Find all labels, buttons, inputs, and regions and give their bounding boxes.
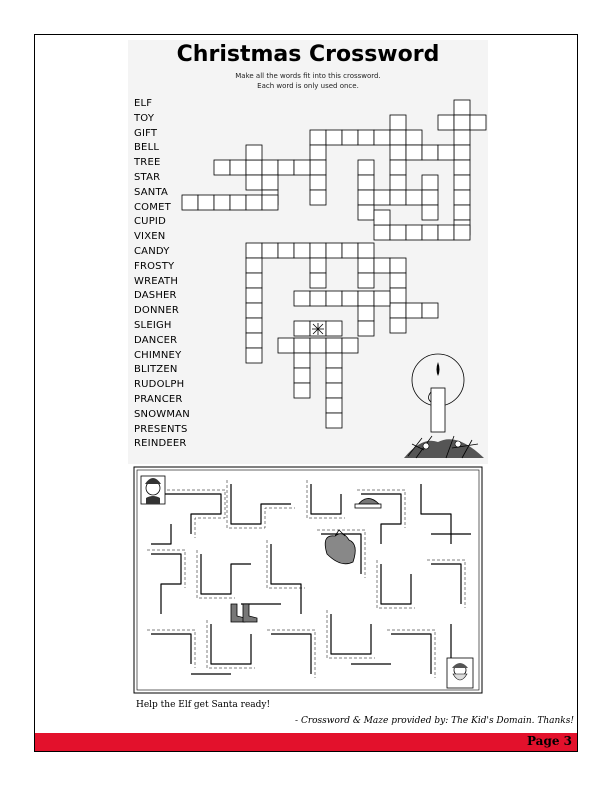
crossword-cell[interactable] [390, 318, 406, 333]
crossword-cell[interactable] [294, 383, 310, 398]
crossword-cell[interactable] [438, 115, 454, 130]
crossword-cell[interactable] [182, 195, 198, 210]
crossword-cell[interactable] [342, 291, 358, 306]
crossword-cell[interactable] [326, 383, 342, 398]
crossword-cell[interactable] [246, 348, 262, 363]
crossword-cell[interactable] [326, 338, 342, 353]
crossword-cell[interactable] [326, 398, 342, 413]
word-item: DONNER [134, 305, 179, 317]
crossword-cell[interactable] [422, 145, 438, 160]
crossword-cell[interactable] [294, 353, 310, 368]
word-item: PRESENTS [134, 423, 188, 435]
crossword-cell[interactable] [374, 210, 390, 225]
crossword-cell[interactable] [390, 258, 406, 273]
crossword-cell[interactable] [262, 195, 278, 210]
crossword-cell[interactable] [374, 291, 390, 306]
crossword-cell[interactable] [358, 160, 374, 175]
crossword-cell[interactable] [230, 195, 246, 210]
crossword-cell[interactable] [422, 190, 438, 205]
crossword-cell[interactable] [454, 205, 470, 220]
word-item: VIXEN [134, 231, 166, 243]
word-item: SNOWMAN [134, 408, 190, 420]
crossword-cell[interactable] [358, 243, 374, 258]
crossword-cell[interactable] [246, 145, 262, 160]
elf-icon [141, 476, 165, 504]
maze-caption: Help the Elf get Santa ready! [136, 700, 271, 710]
crossword-cell[interactable] [454, 145, 470, 160]
word-item: BLITZEN [134, 364, 178, 376]
crossword-cell[interactable] [310, 190, 326, 205]
crossword-cell[interactable] [278, 160, 294, 175]
crossword-cell[interactable] [390, 145, 406, 160]
crossword-cell[interactable] [246, 318, 262, 333]
crossword-cell[interactable] [246, 333, 262, 348]
maze [131, 464, 485, 696]
word-item: REINDEER [134, 438, 187, 450]
crossword-cell[interactable] [246, 195, 262, 210]
crossword-cell[interactable] [454, 130, 470, 145]
crossword-cell[interactable] [294, 368, 310, 383]
word-item: CHIMNEY [134, 349, 182, 361]
crossword-cell[interactable] [278, 338, 294, 353]
crossword-cell[interactable] [454, 190, 470, 205]
word-item: BELL [134, 142, 160, 154]
crossword-cell[interactable] [358, 205, 374, 220]
crossword-cell[interactable] [262, 175, 278, 190]
crossword-cell[interactable] [246, 288, 262, 303]
word-item: CUPID [134, 216, 166, 228]
crossword-cell[interactable] [422, 225, 438, 240]
crossword-cell[interactable] [326, 413, 342, 428]
word-item: STAR [134, 171, 161, 183]
santa-icon [447, 658, 473, 688]
crossword-cell[interactable] [374, 130, 390, 145]
crossword-cell[interactable] [326, 353, 342, 368]
crossword-cell[interactable] [294, 160, 310, 175]
crossword-cell[interactable] [310, 130, 326, 145]
candle-icon [402, 340, 488, 462]
word-item: TREE [134, 157, 161, 169]
crossword-cell[interactable] [358, 190, 374, 205]
word-item: PRANCER [134, 393, 183, 405]
crossword-cell[interactable] [454, 225, 470, 240]
crossword-cell[interactable] [358, 321, 374, 336]
crossword-cell[interactable] [262, 160, 278, 175]
crossword-cell[interactable] [390, 160, 406, 175]
crossword-cell[interactable] [294, 321, 310, 336]
crossword-cell[interactable] [310, 291, 326, 306]
crossword-cell[interactable] [390, 190, 406, 205]
crossword-cell[interactable] [294, 338, 310, 353]
crossword-cell[interactable] [358, 273, 374, 288]
crossword-cell[interactable] [310, 258, 326, 273]
credit-line: - Crossword & Maze provided by: The Kid's Domain. Thanks! [295, 716, 574, 726]
crossword-cell[interactable] [406, 303, 422, 318]
crossword-cell[interactable] [454, 160, 470, 175]
crossword-cell[interactable] [358, 175, 374, 190]
crossword-cell[interactable] [246, 273, 262, 288]
crossword-cell[interactable] [214, 160, 230, 175]
word-item: TOY [134, 112, 155, 124]
crossword-cell[interactable] [326, 291, 342, 306]
crossword-cell[interactable] [262, 243, 278, 258]
crossword-cell[interactable] [390, 115, 406, 130]
word-item: COMET [134, 201, 171, 213]
crossword-cell[interactable] [406, 190, 422, 205]
crossword-cell[interactable] [214, 195, 230, 210]
crossword-cell[interactable] [374, 225, 390, 240]
crossword-cell[interactable] [390, 130, 406, 145]
crossword-cell[interactable] [358, 130, 374, 145]
crossword-cell[interactable] [246, 243, 262, 258]
word-item: SANTA [134, 186, 169, 198]
subtitle-line-2: Each word is only used once. [257, 82, 359, 90]
word-item: SLEIGH [134, 319, 172, 331]
crossword-cell[interactable] [390, 288, 406, 303]
word-item: RUDOLPH [134, 379, 185, 391]
crossword-cell[interactable] [326, 243, 342, 258]
word-item: DASHER [134, 290, 177, 302]
snowflake-icon [312, 323, 324, 335]
crossword-cell[interactable] [390, 225, 406, 240]
crossword-cell[interactable] [374, 258, 390, 273]
footer-bar [35, 733, 577, 751]
crossword-cell[interactable] [358, 306, 374, 321]
crossword-cell[interactable] [342, 243, 358, 258]
crossword-cell[interactable] [294, 291, 310, 306]
crossword-cell[interactable] [310, 338, 326, 353]
crossword-cell[interactable] [454, 100, 470, 115]
crossword-cell[interactable] [454, 175, 470, 190]
word-item: ELF [134, 98, 153, 109]
crossword-cell[interactable] [246, 303, 262, 318]
crossword-cell[interactable] [310, 145, 326, 160]
crossword-cell[interactable] [390, 175, 406, 190]
crossword-cell[interactable] [326, 321, 342, 336]
crossword-cell[interactable] [342, 130, 358, 145]
word-item: FROSTY [134, 260, 175, 272]
crossword-cell[interactable] [390, 303, 406, 318]
crossword-cell[interactable] [454, 115, 470, 130]
crossword-cell[interactable] [310, 175, 326, 190]
crossword-cell[interactable] [230, 160, 246, 175]
crossword-cell[interactable] [246, 258, 262, 273]
word-item: CANDY [134, 245, 170, 257]
crossword-cell[interactable] [310, 273, 326, 288]
crossword-cell[interactable] [278, 243, 294, 258]
crossword-cell[interactable] [326, 130, 342, 145]
crossword-cell[interactable] [422, 303, 438, 318]
crossword-cell[interactable] [406, 145, 422, 160]
word-item: DANCER [134, 334, 178, 346]
crossword-cell[interactable] [310, 243, 326, 258]
word-item: WREATH [134, 275, 179, 287]
crossword-cell[interactable] [374, 190, 390, 205]
crossword-cell[interactable] [422, 205, 438, 220]
crossword-cell[interactable] [470, 115, 486, 130]
word-item: GIFT [134, 127, 158, 139]
page-number: Page 3 [526, 734, 572, 748]
crossword-cell[interactable] [358, 258, 374, 273]
crossword-cell[interactable] [246, 175, 262, 190]
crossword-cell[interactable] [390, 273, 406, 288]
crossword-cell[interactable] [342, 338, 358, 353]
crossword-cell[interactable] [310, 160, 326, 175]
crossword-cell[interactable] [198, 195, 214, 210]
crossword-cell[interactable] [294, 243, 310, 258]
subtitle-line-1: Make all the words fit into this crossword. [235, 72, 381, 80]
crossword-cell[interactable] [422, 175, 438, 190]
crossword-cell[interactable] [438, 145, 454, 160]
page-title: Christmas Crossword [176, 42, 440, 67]
crossword-cell[interactable] [326, 368, 342, 383]
crossword-cell[interactable] [358, 291, 374, 306]
crossword-cell[interactable] [246, 160, 262, 175]
crossword-cell[interactable] [406, 225, 422, 240]
crossword-cell[interactable] [438, 225, 454, 240]
crossword-cell[interactable] [406, 130, 422, 145]
